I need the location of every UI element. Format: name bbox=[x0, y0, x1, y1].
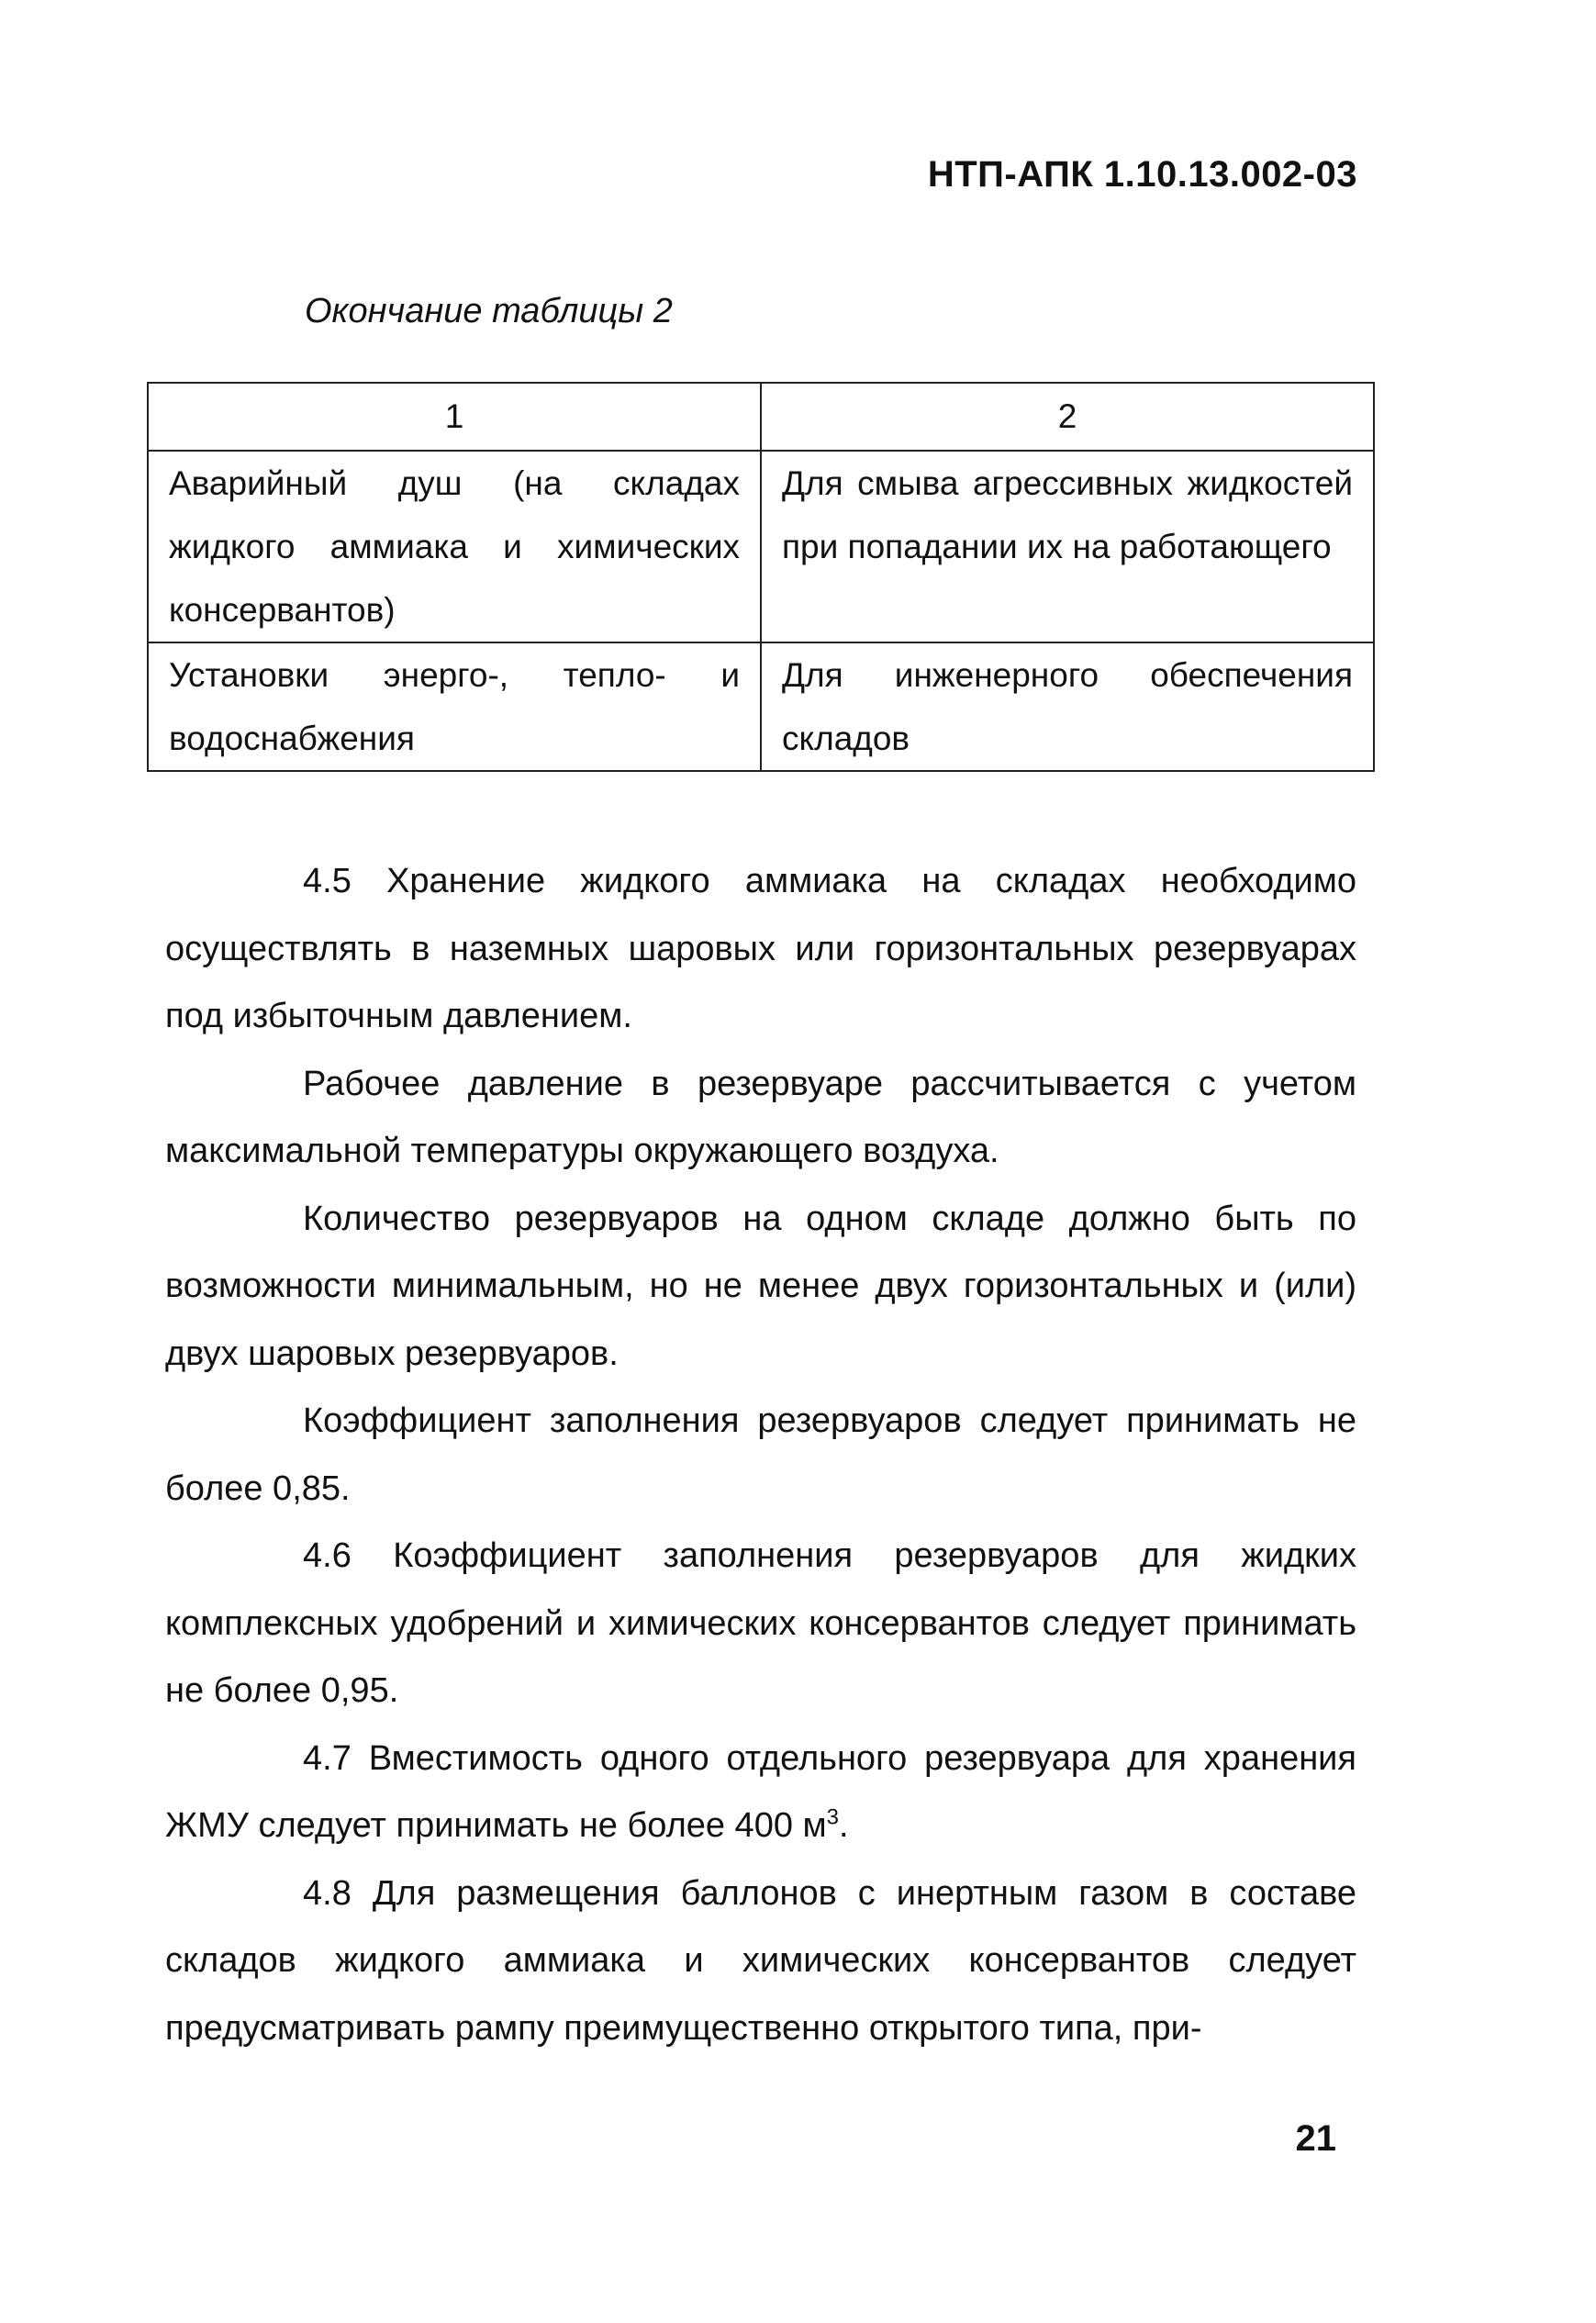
table-header-row bbox=[148, 383, 1374, 451]
table-cell-purpose: Для смыва агрессивных жидкостей при попадании их на работающего bbox=[761, 451, 1374, 642]
document-code-header: НТП-АПК 1.10.13.002-03 bbox=[927, 154, 1357, 195]
page-number: 21 bbox=[1295, 2118, 1336, 2159]
paragraph-4-7-ending: . bbox=[839, 1806, 849, 1845]
table-row bbox=[148, 451, 1374, 642]
paragraph-tank-count: Количество резервуаров на одном складе должно быть по возможности минимальным, но не менее двух горизонтальных и (или) двух шаровых резервуаров. bbox=[165, 1199, 1356, 1373]
table-cell-equipment: Установки энерго-, тепло- и водоснабжения bbox=[148, 642, 761, 771]
paragraph-4-7-text: 4.7 Вместимость одного отдельного резервуара для хранения ЖМУ следует принимать не более 400 м bbox=[165, 1738, 1356, 1845]
column-number-2: 2 bbox=[761, 383, 1374, 451]
paragraph-4-6: 4.6 Коэффициент заполнения резервуаров для жидких комплексных удобрений и химических консервантов следует принимать не более 0,95. bbox=[165, 1536, 1356, 1710]
paragraph-4-8: 4.8 Для размещения баллонов с инертным газом в составе складов жидкого аммиака и химических консервантов следует предусматривать рампу преимущественно открытого типа, при- bbox=[165, 1873, 1356, 2048]
paragraph-4-7 bbox=[165, 1725, 1356, 1860]
table-cell-equipment: Аварийный душ (на складах жидкого аммиака и химических консервантов) bbox=[148, 451, 761, 642]
table-row bbox=[148, 642, 1374, 771]
document-body bbox=[165, 848, 1356, 2062]
table-cell-purpose: Для инженерного обеспечения складов bbox=[761, 642, 1374, 771]
superscript-cubic: 3 bbox=[826, 1804, 840, 1830]
column-number-1: 1 bbox=[148, 383, 761, 451]
table-2-continuation bbox=[147, 382, 1375, 772]
paragraph-fill-coefficient: Коэффициент заполнения резервуаров следует принимать не более 0,85. bbox=[165, 1402, 1356, 1508]
paragraph-pressure: Рабочее давление в резервуаре рассчитывается с учетом максимальной температуры окружающего воздуха. bbox=[165, 1064, 1356, 1170]
paragraph-4-5: 4.5 Хранение жидкого аммиака на складах необходимо осуществлять в наземных шаровых или горизонтальных резервуарах под избыточным давлением. bbox=[165, 862, 1356, 1035]
table-caption: Окончание таблицы 2 bbox=[305, 292, 673, 330]
